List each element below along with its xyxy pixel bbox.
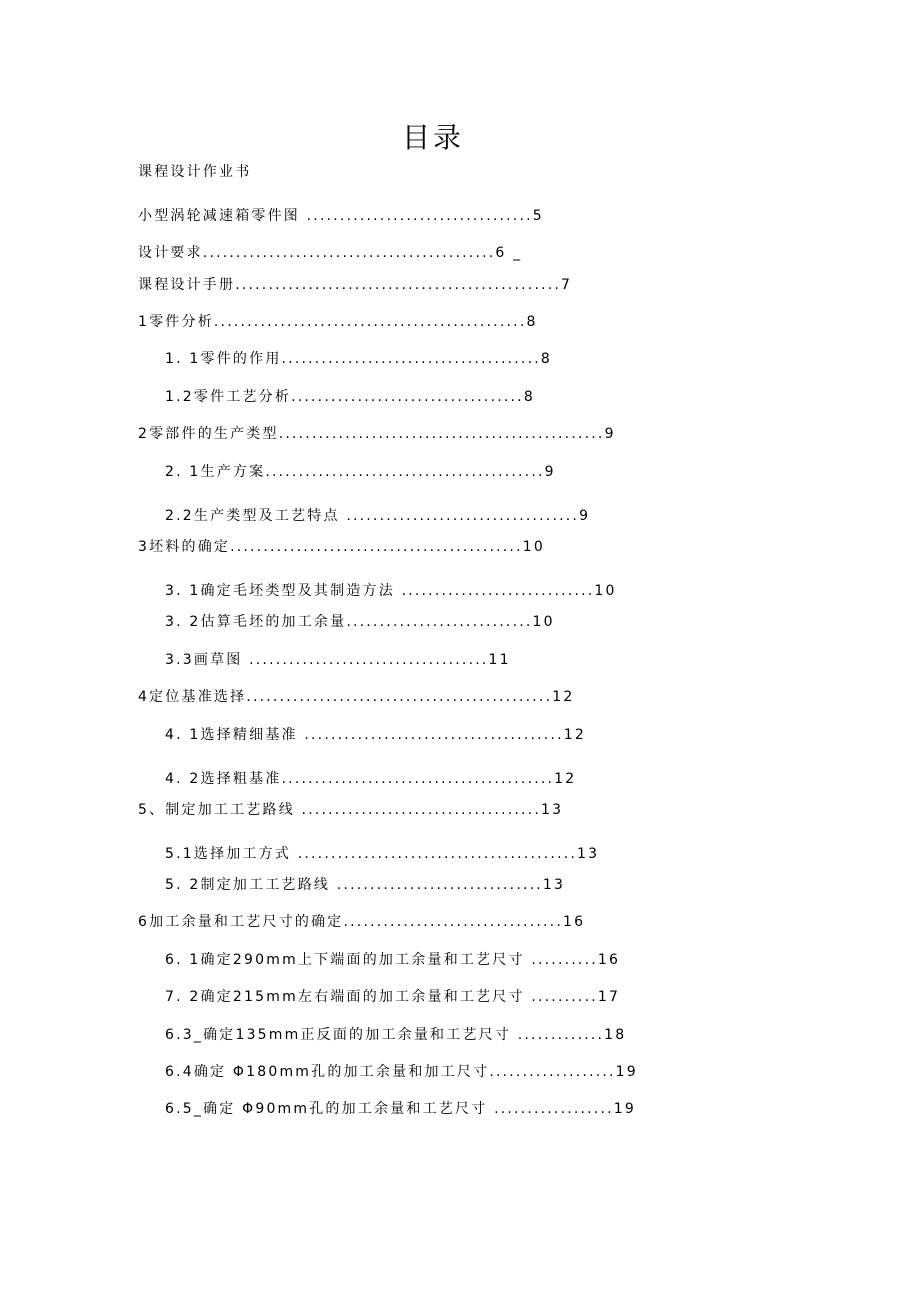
toc-entry: 6加工余量和工艺尺寸的确定.................................16 [138, 914, 586, 930]
toc-entry: 设计要求............................................6 _ [138, 245, 523, 261]
toc-entry: 4. 2选择粗基准.........................................12 [165, 771, 577, 787]
toc-entry: 1.2零件工艺分析...................................8 [165, 389, 535, 405]
toc-entry: 6. 1确定290mm上下端面的加工余量和工艺尺寸 ..........16 [165, 952, 621, 968]
toc-entry: 3. 1确定毛坯类型及其制造方法 .............................10 [165, 583, 617, 599]
toc-entry: 4. 1选择精细基准 .......................................12 [165, 727, 586, 743]
toc-entry: 7. 2确定215mm左右端面的加工余量和工艺尺寸 ..........17 [165, 989, 621, 1005]
toc-entry: 4定位基准选择..............................................12 [138, 689, 575, 705]
page-title: 目录 [401, 121, 464, 154]
toc-entry: 2. 1生产方案..........................................9 [165, 464, 556, 480]
toc-entry: 2零部件的生产类型.................................................9 [138, 426, 616, 442]
toc-entry: 课程设计作业书 [138, 164, 252, 180]
toc-entry: 5.1选择加工方式 ..........................................13 [165, 846, 600, 862]
toc-entry: 5. 2制定加工工艺路线 ...............................13 [165, 877, 566, 893]
toc-entry: 1零件分析...............................................8 [138, 314, 538, 330]
toc-entry: 3坯料的确定............................................10 [138, 539, 545, 555]
toc-entry: 1. 1零件的作用.......................................8 [165, 351, 552, 367]
toc-entry: 3.3画草图 ....................................11 [165, 652, 511, 668]
toc-entry: 6.4确定 Φ180mm孔的加工余量和加工尺寸...................19 [165, 1064, 638, 1080]
toc-entry: 小型涡轮减速箱零件图 ..................................5 [138, 208, 544, 224]
toc-entry: 6.3_确定135mm正反面的加工余量和工艺尺寸 .............18 [165, 1027, 627, 1043]
toc-entry: 5、制定加工工艺路线 ....................................13 [138, 802, 564, 818]
toc-entry: 2.2生产类型及工艺特点 ...................................9 [165, 508, 591, 524]
toc-entry: 6.5_确定 Φ90mm孔的加工余量和工艺尺寸 ..................19 [165, 1101, 636, 1117]
toc-entry: 课程设计手册.................................................7 [138, 277, 573, 293]
toc-entry: 3. 2估算毛坯的加工余量............................10 [165, 614, 555, 630]
